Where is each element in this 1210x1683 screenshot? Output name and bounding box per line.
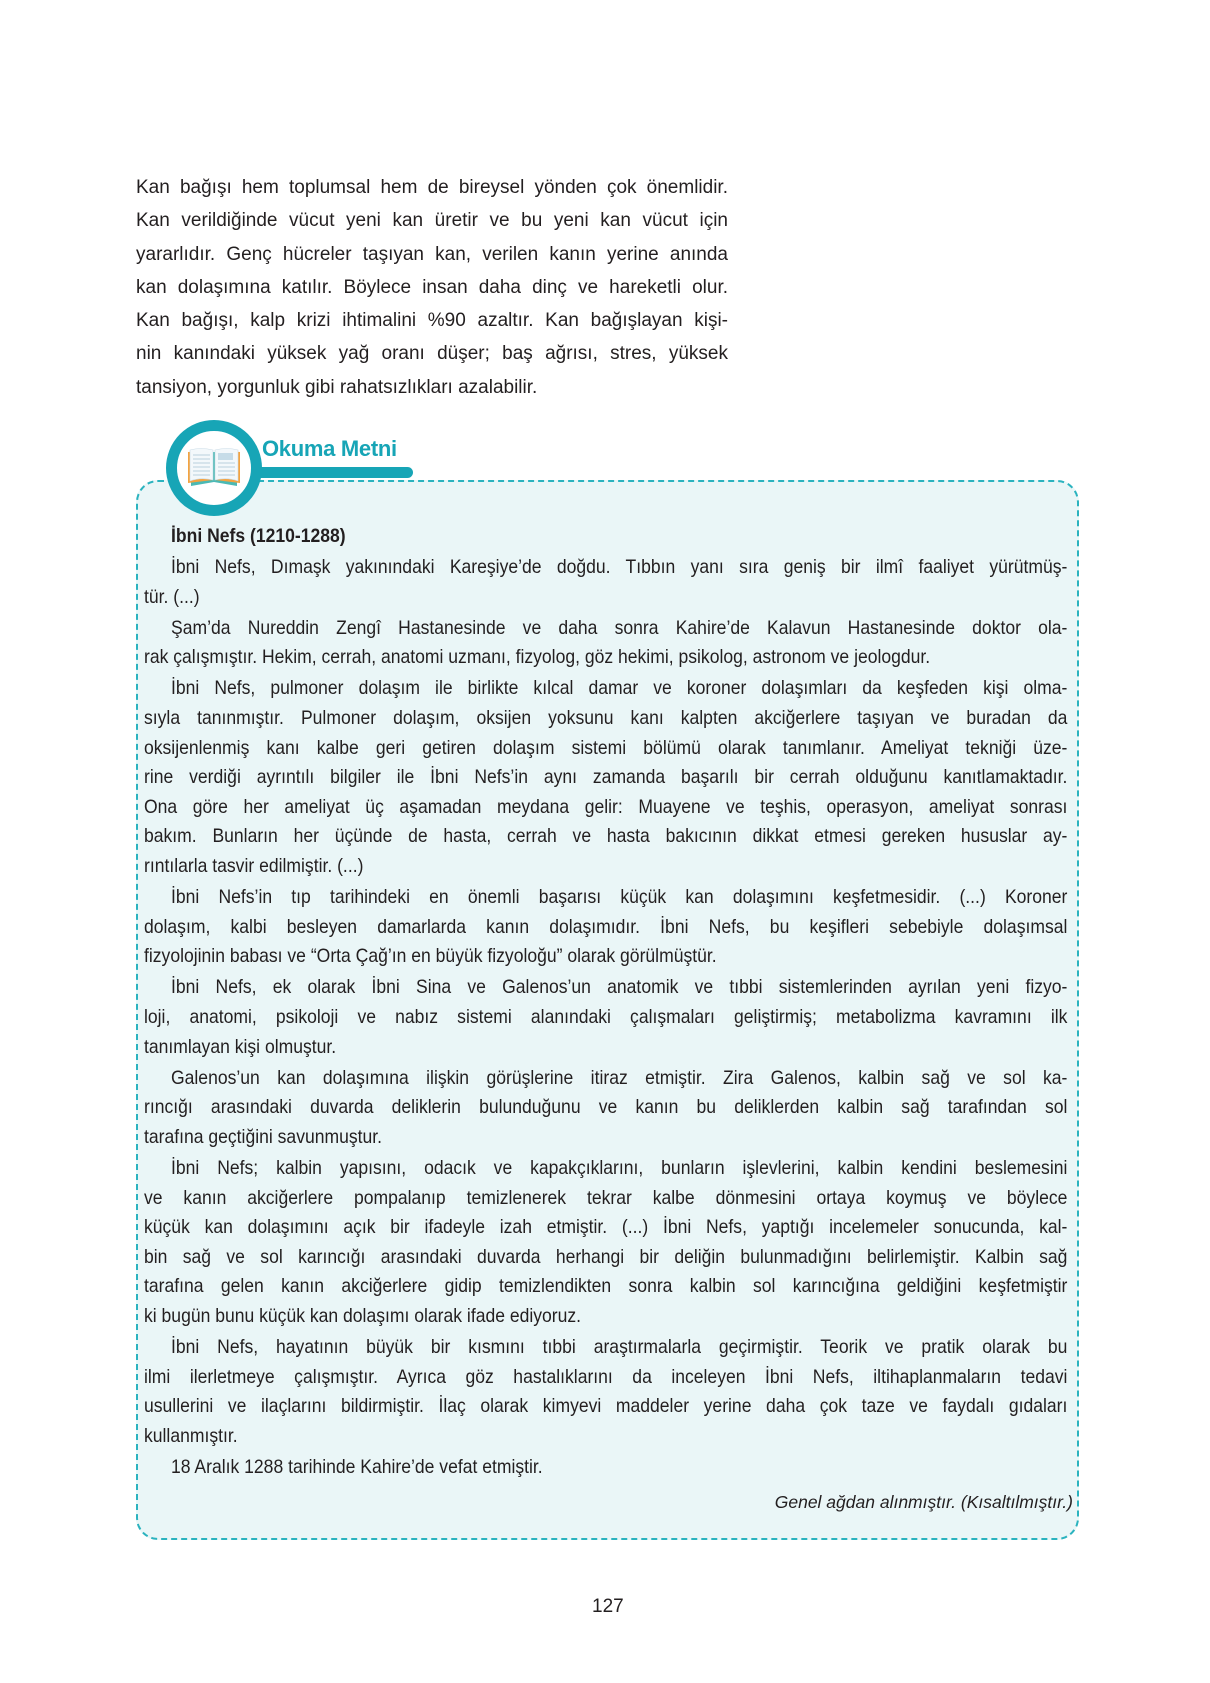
reading-paragraph	[144, 1453, 1067, 1483]
reading-line: fizyolojinin babası ve “Orta Çağ’ın en büyük fizyoloğu” olarak görülmüştür.	[144, 945, 717, 968]
open-book-icon	[185, 446, 243, 490]
intro-line: tansiyon, yorgunluk gibi rahatsızlıkları azalabilir.	[136, 376, 538, 398]
reading-line: İbni Nefs, Dımaşk yakınındaki Kareşiye’de doğdu. Tıbbın yanı sıra geniş bir ilmî faaliyet yürütmüş-	[171, 556, 1068, 579]
reading-body	[144, 522, 1067, 1483]
intro-line: Kan bağışı, kalp krizi ihtimalini %90 azaltır. Kan bağışlayan kişi-	[136, 310, 728, 332]
reading-line: ki bugün bunu küçük kan dolaşımı olarak ifade ediyoruz.	[144, 1304, 582, 1327]
reading-line: Ona göre her ameliyat üç aşamadan meydana gelir: Muayene ve teşhis, operasyon, ameliyat sonrası	[144, 795, 1068, 818]
reading-line: İbni Nefs, pulmoner dolaşım ile birlikte kılcal damar ve koroner dolaşımları da keşfeden kişi olma-	[171, 677, 1068, 700]
reading-line: İbni Nefs; kalbin yapısını, odacık ve kapakçıklarını, bunların işlevlerini, kalbin kendini beslemesini	[171, 1156, 1068, 1179]
intro-line: yararlıdır. Genç hücreler taşıyan kan, verilen kanın yerine anında	[136, 243, 728, 265]
reading-line: Galenos’un kan dolaşımına ilişkin görüşlerine itiraz etmiştir. Zira Galenos, kalbin sağ ve sol ka-	[171, 1066, 1068, 1089]
intro-line: Kan verildiğinde vücut yeni kan üretir ve bu yeni kan vücut için	[136, 210, 728, 232]
reading-line: tarafına gelen kanın akciğerlere gidip temizlendikten sonra kalbin sol karıncığına geldiğini keşfetmiştir	[144, 1275, 1068, 1298]
reading-heading: İbni Nefs (1210-1288)	[171, 525, 346, 547]
reading-paragraph	[144, 674, 1067, 881]
intro-paragraph	[136, 171, 728, 404]
intro-line: kan dolaşımına katılır. Böylece insan daha dinç ve hareketli olur.	[136, 276, 728, 298]
reading-paragraph	[144, 614, 1067, 673]
reading-line: loji, anatomi, psikoloji ve nabız sistemi alanındaki çalışmaları geliştirmiş; metabolizma kavramını ilk	[144, 1006, 1068, 1028]
reading-paragraph	[144, 1333, 1067, 1451]
reading-line: Şam’da Nureddin Zengî Hastanesinde ve daha sonra Kahire’de Kalavun Hastanesinde doktor ola-	[171, 616, 1068, 639]
reading-line: ilmi ilerletmeye çalışmıştır. Ayrıca göz hastalıklarını da inceleyen İbni Nefs, iltihaplanmaların tedavi	[144, 1365, 1068, 1388]
reading-line: tür. (...)	[144, 585, 200, 608]
reading-title: Okuma Metni	[262, 436, 397, 461]
reading-line: rıncığı arasındaki duvarda deliklerin bulunduğunu ve kanın bu deliklerden kalbin sağ tarafından sol	[144, 1096, 1068, 1119]
reading-line: İbni Nefs’in tıp tarihindeki en önemli başarısı küçük kan dolaşımını keşfetmesidir. (...) Koroner	[171, 886, 1068, 909]
reading-line: sıyla tanınmıştır. Pulmoner dolaşım, oksijen yoksunu kanı kalpten akciğerlere taşıyan ve buradan da	[144, 707, 1068, 730]
reading-line: tanımlayan kişi olmuştur.	[144, 1035, 337, 1058]
reading-paragraph	[144, 553, 1067, 612]
reading-line: 18 Aralık 1288 tarihinde Kahire’de vefat etmiştir.	[171, 1455, 543, 1478]
reading-line: ve kanın akciğerlere pompalanıp temizlenerek tekrar kalbe dönmesini ortaya koymuş ve böylece	[144, 1186, 1068, 1209]
reading-paragraph	[144, 1154, 1067, 1332]
reading-line: rine verdiği ayrıntılı bilgiler ile İbni Nefs’in aynı zamanda başarılı bir cerrah olduğunu kanıtlamaktadır.	[144, 766, 1068, 789]
reading-line: bin sağ ve sol karıncığı arasındaki duvarda herhangi bir deliğin bulunmadığını belirlemiştir. Kalbin sağ	[144, 1245, 1068, 1268]
intro-line: nin kanındaki yüksek yağ oranı düşer; baş ağrısı, stres, yüksek	[136, 343, 728, 365]
source-note: Genel ağdan alınmıştır. (Kısaltılmıştır.)	[774, 1492, 1073, 1512]
reading-paragraph	[144, 883, 1067, 972]
reading-line: İbni Nefs, hayatının büyük bir kısmını tıbbi araştırmalarla geçirmiştir. Teorik ve pratik olarak bu	[171, 1336, 1068, 1359]
reading-line: kullanmıştır.	[144, 1424, 238, 1447]
reading-line: oksijenlenmiş kanı kalbe geri getiren dolaşım sistemi bölümü olarak tanımlanır. Ameliyat tekniği üze-	[144, 736, 1068, 759]
page-number: 127	[592, 1596, 624, 1617]
reading-paragraph	[144, 1064, 1067, 1153]
reading-line: dolaşım, kalbi besleyen damarlarda kanın dolaşımıdır. İbni Nefs, bu keşifleri sebebiyle dolaşımsal	[144, 915, 1068, 938]
reading-line: bakım. Bunların her üçünde de hasta, cerrah ve hasta bakıcının dikkat etmesi gereken hususlar ay-	[144, 825, 1068, 848]
reading-line: rıntılarla tasvir edilmiştir. (...)	[144, 855, 364, 878]
reading-line: rak çalışmıştır. Hekim, cerrah, anatomi uzmanı, fizyolog, göz hekimi, psikolog, astronom ve jeologdur.	[144, 646, 931, 669]
reading-line: küçük kan dolaşımını açık bir ifadeyle izah etmiştir. (...) İbni Nefs, yaptığı incelemeler sonucunda, kal-	[144, 1216, 1068, 1239]
reading-line: usullerini ve ilaçlarını bildirmiştir. İlaç olarak kimyevi maddeler yerine daha çok taze ve faydalı gıdaları	[144, 1395, 1068, 1418]
reading-paragraph	[144, 973, 1067, 1062]
reading-line: tarafına geçtiğini savunmuştur.	[144, 1125, 383, 1148]
reading-badge	[166, 420, 262, 516]
badge-bar	[240, 467, 413, 478]
reading-line: İbni Nefs, ek olarak İbni Sina ve Galenos’un anatomik ve tıbbi sistemlerinden ayrılan yeni fizyo-	[171, 976, 1068, 999]
intro-line: Kan bağışı hem toplumsal hem de bireysel yönden çok önemlidir.	[136, 177, 728, 198]
